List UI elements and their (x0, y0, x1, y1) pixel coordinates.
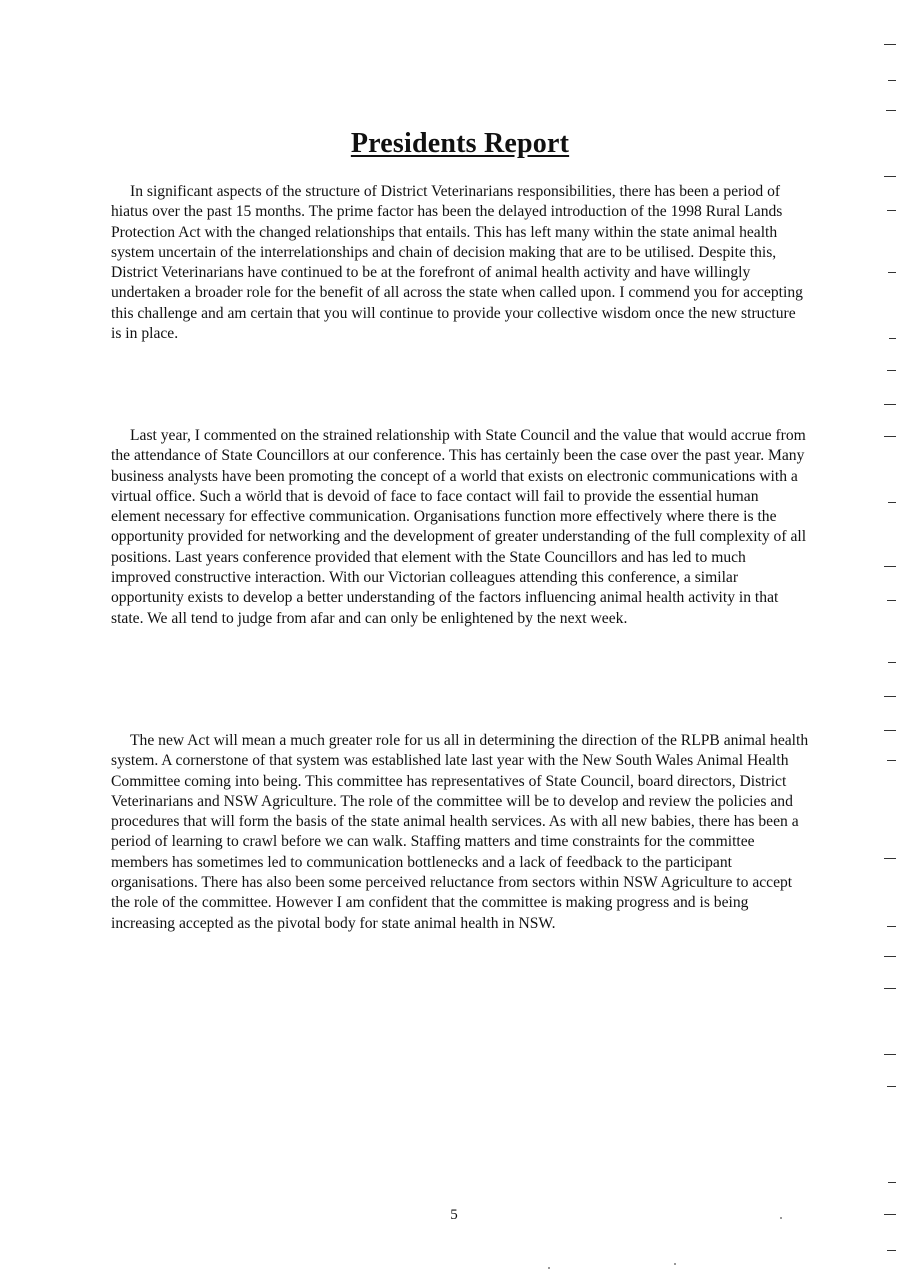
report-paragraph-1: In significant aspects of the structure of District Veterinarians responsibilities, there has been a period of hiatus over the past 15 months. The prime factor has been the delayed introduction of the 1998 Rural Lands Protection Act with the changed relationships that entails. This has left many within the state animal health system uncertain of the interrelationships and chain of decision making that are to be utilised. Despite this, District Veterinarians have continued to be at the forefront of animal health activity and have willingly undertaken a broader role for the benefit of all across the state when called upon. I commend you for accepting this challenge and am certain that you will continue to provide your collective wisdom once the new structure is in place. (111, 183, 803, 343)
page-number: 5 (450, 1207, 458, 1223)
page-title: Presidents Report (350, 128, 570, 159)
report-paragraph-2: Last year, I commented on the strained relationship with State Council and the value that would accrue from the attendance of State Councillors at our conference. This has certainly been the case over the past year. Many business analysts have been promoting the concept of a world that exists on electronic communications with a virtual office. Such a wörld that is devoid of face to face contact will fail to provide the essential human element necessary for effective communication. Organisations function more effectively where there is the opportunity provided for networking and the development of greater understanding of the full complexity of all positions. Last years conference provided that element with the State Councillors and has led to much improved constructive interaction. With our Victorian colleagues attending this conference, a similar opportunity exists to develop a better understanding of the factors influencing animal health activity in that state. We all tend to judge from afar and can only be enlightened by the next week. (111, 427, 807, 627)
report-paragraph-3: The new Act will mean a much greater role for us all in determining the direction of the RLPB animal health system. A cornerstone of that system was established late last year with the New South Wales Animal Health Committee coming into being. This committee has representatives of State Council, board directors, District Veterinarians and NSW Agriculture. The role of the committee will be to develop and review the policies and procedures that will form the basis of the state animal health services. As with all new babies, there has been a period of learning to crawl before we can walk. Staffing matters and time constraints for the committee members has sometimes led to communication bottlenecks and a lack of feedback to the participant organisations. There has also been some perceived reluctance from sectors within NSW Agriculture to accept the role of the committee. However I am confident that the committee is making progress and is being increasing accepted as the pivotal body for state animal health in NSW. (111, 732, 809, 932)
binding-edge-marks (870, 0, 900, 1279)
